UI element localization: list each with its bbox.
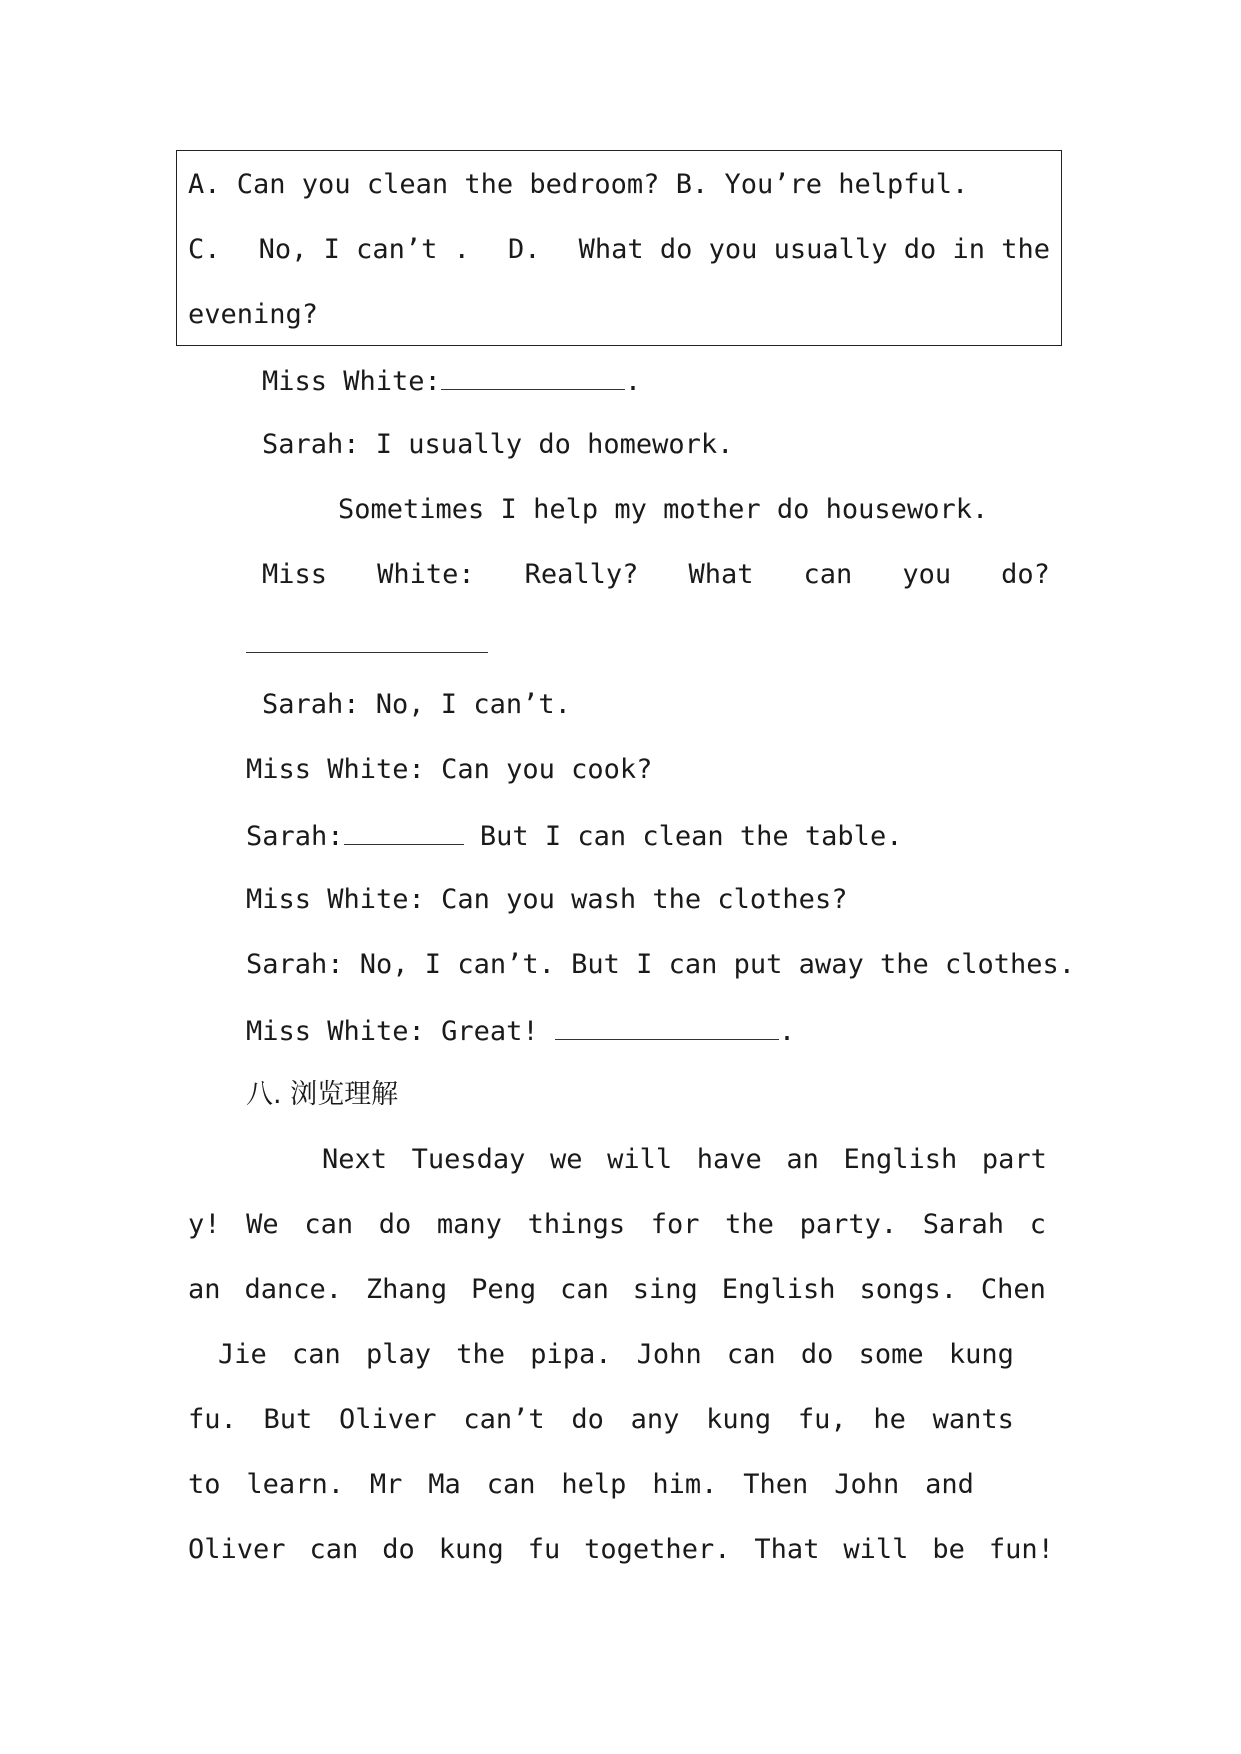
word: Oliver	[188, 1534, 286, 1565]
reading-line-7	[188, 1533, 1054, 1567]
reading-line-6	[188, 1468, 974, 1502]
word: any	[630, 1404, 680, 1435]
word: you	[902, 559, 952, 590]
word: can	[560, 1274, 609, 1305]
option-d-text: What do you usually do in the	[578, 234, 1050, 265]
word: songs.	[859, 1274, 957, 1305]
word: Really?	[524, 559, 639, 590]
word: kung	[438, 1534, 504, 1565]
dialogue-line-9: Sarah: No, I can’t. But I can put away the clothes.	[246, 949, 1076, 980]
option-c-text: No, I can’t .	[258, 234, 470, 265]
dialogue-line-1-end: .	[624, 366, 642, 397]
word: part	[981, 1144, 1047, 1175]
word: Ma	[428, 1469, 461, 1500]
word: c	[1029, 1209, 1046, 1240]
word: we	[550, 1144, 583, 1175]
word: can	[309, 1534, 359, 1565]
word: fu	[527, 1534, 561, 1565]
word: kung	[948, 1339, 1014, 1370]
word: Peng	[471, 1274, 537, 1305]
word: can	[803, 559, 853, 590]
word: help	[561, 1469, 627, 1500]
option-d-wrap: evening?	[188, 299, 319, 330]
word: will	[607, 1144, 673, 1175]
word: the	[456, 1339, 505, 1370]
word: can	[304, 1209, 354, 1240]
word: have	[696, 1144, 762, 1175]
dialogue-line-8: Miss White: Can you wash the clothes?	[246, 884, 848, 915]
word: do	[378, 1209, 412, 1240]
option-d-letter: D.	[508, 234, 541, 265]
word: an	[786, 1144, 819, 1175]
word: Tuesday	[411, 1144, 526, 1175]
option-line-ab	[188, 168, 968, 202]
word: English	[843, 1144, 958, 1175]
word: will	[843, 1534, 909, 1565]
word: John	[834, 1469, 900, 1500]
word: Mr	[369, 1469, 403, 1500]
word: and	[925, 1469, 974, 1500]
word: some	[858, 1339, 924, 1370]
reading-line-1	[322, 1143, 1047, 1177]
word: Jie	[218, 1339, 267, 1370]
word: together.	[584, 1534, 731, 1565]
word: That	[754, 1534, 820, 1565]
word: can	[726, 1339, 776, 1370]
word: learn.	[246, 1469, 344, 1500]
reading-line-5	[188, 1403, 1014, 1437]
dialogue-line-4	[262, 558, 1050, 592]
word: dance.	[244, 1274, 342, 1305]
word: What	[688, 559, 754, 590]
option-b-letter: B.	[675, 169, 709, 200]
answer-blank-2[interactable]	[246, 628, 488, 653]
answer-blank-4[interactable]	[555, 1013, 779, 1040]
reading-line-2	[188, 1208, 1046, 1242]
word: be	[932, 1534, 965, 1565]
option-c-letter: C.	[188, 234, 221, 265]
dialogue-line-6: Miss White: Can you cook?	[246, 754, 653, 785]
word: do	[382, 1534, 415, 1565]
dialogue-line-2: Sarah: I usually do homework.	[262, 429, 734, 460]
word: he	[873, 1404, 906, 1435]
word: do	[800, 1339, 834, 1370]
answer-blank-3[interactable]	[344, 818, 464, 845]
word: Chen	[980, 1274, 1046, 1305]
option-line-cd	[188, 233, 1050, 267]
word: do?	[1001, 559, 1050, 590]
option-b-text: You’re helpful.	[724, 169, 969, 200]
word: for	[650, 1209, 700, 1240]
word: But	[263, 1404, 313, 1435]
section-heading: 八. 浏览理解	[246, 1079, 399, 1110]
dialogue-line-10-start: Miss White: Great!	[246, 1016, 539, 1047]
word: y!	[188, 1209, 221, 1240]
word: do	[571, 1404, 604, 1435]
word: fun!	[988, 1534, 1054, 1565]
word: Miss	[262, 559, 328, 590]
word: White:	[377, 559, 475, 590]
word: can	[486, 1469, 536, 1500]
option-a-text: Can you clean the bedroom?	[236, 169, 660, 200]
word: Then	[743, 1469, 809, 1500]
word: sing	[632, 1274, 698, 1305]
word: Oliver	[339, 1404, 437, 1435]
word: an	[188, 1274, 221, 1305]
word: many	[436, 1209, 502, 1240]
dialogue-line-10-end: .	[778, 1016, 796, 1047]
reading-line-3	[188, 1273, 1046, 1307]
word: can’t	[463, 1404, 545, 1435]
dialogue-line-3: Sometimes I help my mother do housework.	[338, 494, 989, 525]
dialogue-line-7	[246, 818, 902, 854]
word: kung	[706, 1404, 772, 1435]
word: party.	[799, 1209, 898, 1240]
word: Next	[322, 1144, 388, 1175]
option-a-letter: A.	[188, 169, 221, 200]
dialogue-line-1	[262, 363, 641, 399]
word: can	[291, 1339, 341, 1370]
word: We	[246, 1209, 279, 1240]
answer-blank-1[interactable]	[441, 363, 625, 390]
word: the	[725, 1209, 774, 1240]
word: things	[527, 1209, 626, 1240]
word: play	[365, 1339, 431, 1370]
dialogue-line-7-rest: But I can clean the table.	[479, 821, 903, 852]
word: John	[636, 1339, 702, 1370]
word: wants	[932, 1404, 1014, 1435]
word: him.	[652, 1469, 718, 1500]
speaker-miss-white: Miss White:	[262, 366, 441, 397]
word: English	[721, 1274, 836, 1305]
dialogue-line-10	[246, 1013, 795, 1049]
speaker-sarah: Sarah:	[246, 821, 344, 852]
word: fu.	[188, 1404, 237, 1435]
word: Sarah	[922, 1209, 1005, 1240]
word: fu,	[797, 1404, 847, 1435]
word: pipa.	[530, 1339, 612, 1370]
word: to	[188, 1469, 221, 1500]
dialogue-line-5: Sarah: No, I can’t.	[262, 689, 571, 720]
word: Zhang	[365, 1274, 448, 1305]
reading-line-4	[218, 1338, 1014, 1372]
